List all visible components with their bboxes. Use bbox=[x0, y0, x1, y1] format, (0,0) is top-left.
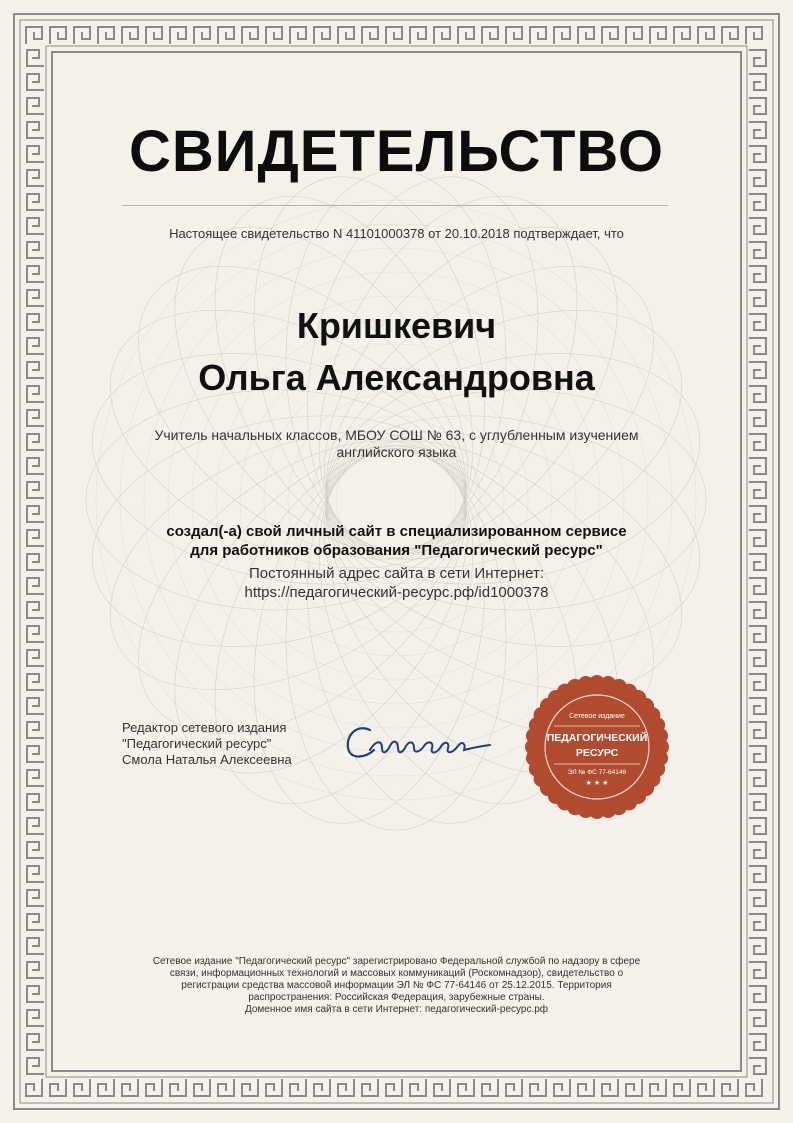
editor-name: Смола Наталья Алексеевна bbox=[122, 752, 292, 767]
recipient-surname: Кришкевич bbox=[296, 305, 497, 346]
certificate-title: СВИДЕТЕЛЬСТВО bbox=[129, 119, 664, 184]
site-url: https://педагогический-ресурс.рф/id1000378 bbox=[244, 584, 549, 601]
footer-line-5: Доменное имя сайта в сети Интернет: педагогический-ресурс.рф bbox=[244, 1004, 549, 1015]
footer-line-3: регистрации средства массовой информации ЭЛ № ФС 77-64146 от 25.12.2015. Территория bbox=[181, 980, 612, 991]
seal-main-line-1: ПЕДАГОГИЧЕСКИЙ bbox=[546, 732, 648, 744]
seal-top-text: Сетевое издание bbox=[569, 713, 625, 720]
footer-line-2: связи, информационных технологий и массовых коммуникаций (Роскомнадзор), свидетельство о bbox=[169, 968, 624, 979]
registration-footer bbox=[120, 956, 673, 1016]
recipient-given-names: Ольга Александровна bbox=[198, 357, 595, 398]
position-line-1: Учитель начальных классов, МБОУ СОШ № 63, с углубленным изучением bbox=[154, 427, 639, 443]
editor-block bbox=[122, 720, 342, 768]
editor-title: Редактор сетевого издания bbox=[122, 720, 287, 735]
achievement-line-2: для работников образования "Педагогический ресурс" bbox=[190, 542, 603, 559]
seal-main-line-2: РЕСУРС bbox=[575, 747, 619, 759]
site-address-block bbox=[0, 564, 793, 602]
footer-line-4: распространения: Российская Федерация, зарубежные страны. bbox=[248, 992, 545, 1003]
position-line-2: английского языка bbox=[336, 444, 457, 460]
footer-line-1: Сетевое издание "Педагогический ресурс" зарегистрировано Федеральной службой по надзору в сфере bbox=[152, 956, 641, 967]
certificate-intro: Настоящее свидетельство N 41101000378 от 20.10.2018 подтверждает, что bbox=[169, 226, 624, 241]
seal-registration: ЭЛ № ФС 77-64146 bbox=[567, 769, 627, 776]
site-address-label: Постоянный адрес сайта в сети Интернет: bbox=[248, 565, 545, 582]
recipient-name bbox=[0, 300, 793, 404]
recipient-position bbox=[110, 427, 683, 461]
achievement-line-1: создал(-а) свой личный сайт в специализированном сервисе bbox=[166, 523, 627, 540]
seal-stars: ★ ★ ★ bbox=[585, 780, 609, 787]
achievement-text bbox=[0, 522, 793, 560]
editor-signature bbox=[340, 706, 500, 776]
publication-seal bbox=[522, 672, 672, 822]
title-divider bbox=[122, 205, 668, 206]
editor-publication: "Педагогический ресурс" bbox=[122, 736, 272, 751]
